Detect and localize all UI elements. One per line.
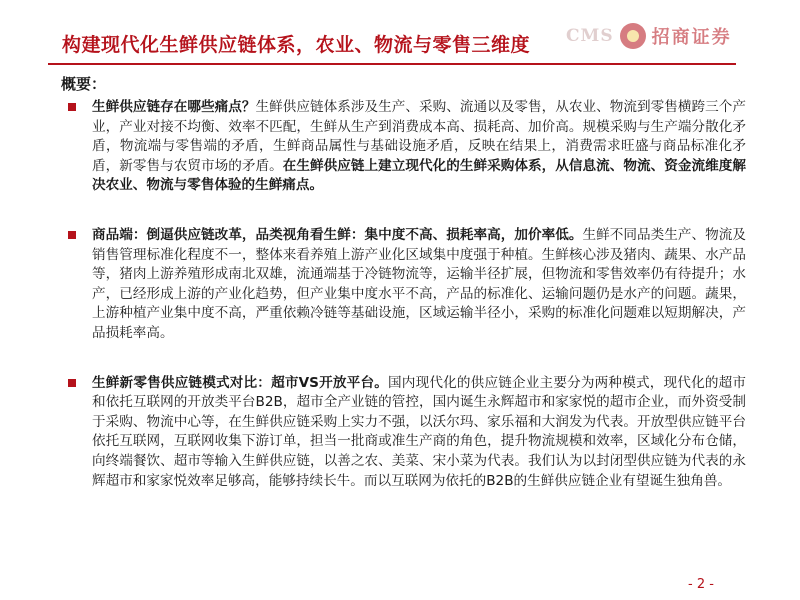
bullet-lead: 商品端：倒逼供应链改革，品类视角看生鲜：集中度不高、损耗率高，加价率低。 [92, 226, 583, 243]
summary-content [66, 98, 746, 491]
logo-badge-icon [620, 23, 646, 49]
bullet-item-model-comparison [66, 374, 746, 492]
summary-heading: 概要： [61, 75, 107, 93]
square-bullet-icon [68, 231, 76, 239]
square-bullet-icon [68, 103, 76, 111]
bullet-item-pain-points [66, 98, 746, 196]
bullet-item-product-side [66, 226, 746, 344]
logo-company-name: 招商证券 [651, 27, 732, 48]
logo-cms-text: CMS [566, 26, 614, 46]
square-bullet-icon [68, 379, 76, 387]
bullet-body: 国内现代化的供应链企业主要分为两种模式，现代化的超市和依托互联网的开放类平台B2B，超市全产业链的管控，国内诞生永辉超市和家家悦的超市企业，而外资受制于采购、物流中心等，在生鲜供应链采购上实力不强，以沃尔玛、家乐福和大润发为代表。开放型供应链平台依托互联网，互联网收集下游订单，担当一批商或准生产商的角色，提升物流规模和效率，区域化分布仓储，向终端餐饮、超市等输入生鲜供应链，以善之农、美菜、宋小菜为代表。我们认为以封闭型供应链为代表的永辉超市和家家悦效率足够高，能够持续长牛。而以互联网为依托的B2B的生鲜供应链企业有望诞生独角兽。 [92, 374, 747, 489]
header-divider [48, 63, 736, 65]
bullet-body: 生鲜不同品类生产、物流及销售管理标准化程度不一，整体来看养殖上游产业化区域集中度强于种植。生鲜核心涉及猪肉、蔬果、水产品等，猪肉上游养殖形成南北双雄，流通端基于冷链物流等，运输半径扩展，但物流和零售效率仍有待提升；水产，已经形成上游的产业化趋势，但产业集中度水平不高，产品的标准化、运输问题仍是水产的问题。蔬果，上游种植产业集中度不高，严重依赖冷链等基础设施，区域运输半径小，采购的标准化问题难以短期解决，产品损耗率高。 [92, 226, 747, 341]
page-number: - 2 - [688, 577, 714, 592]
bullet-lead: 生鲜供应链存在哪些痛点？ [92, 99, 256, 115]
slide-header [0, 0, 800, 72]
bullet-body: 生鲜供应链体系涉及生产、采购、流通以及零售，从农业、物流到零售横跨三个产业，产业对接不均衡、效率不匹配，生鲜从生产到消费成本高、损耗高、加价高。规模采购与生产端分散化矛盾，物流端与零售端的矛盾，生鲜商品属性与基础设施矛盾，反映在结果上，消费需求旺盛与商品标准化矛盾，新零售与农贸市场的矛盾。 [92, 99, 747, 174]
slide-title: 构建现代化生鲜供应链体系，农业、物流与零售三维度 [62, 34, 531, 56]
cms-logo [566, 22, 732, 50]
bullet-lead: 生鲜新零售供应链模式对比：超市VS开放平台。 [92, 374, 389, 391]
bullet-conclusion: 在生鲜供应链上建立现代化的生鲜采购体系，从信息流、物流、资金流维度解决农业、物流与零售体验的生鲜痛点。 [92, 157, 747, 194]
